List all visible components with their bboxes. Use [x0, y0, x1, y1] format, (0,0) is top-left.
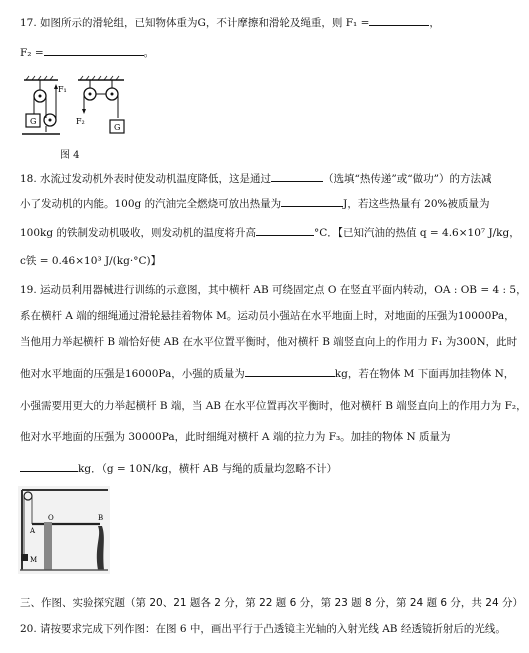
label-o: O [48, 514, 54, 522]
label-m: M [30, 556, 38, 564]
weight-m [21, 554, 28, 561]
q17-line2 [20, 44, 154, 60]
q17-blank-f1[interactable] [369, 14, 429, 26]
q19-line5: 小强需要用更大的力举起横杆 B 端，当 AB 在水平位置再次平衡时，他对横杆 B 端竖直向上的作用力为 F₂， [20, 400, 527, 412]
q19-line3: 当他用力举起横杆 B 端恰好使 AB 在水平位置平衡时，他对横杆 B 端竖直向上的作用力 F₁ 为300N，此时 [20, 336, 518, 348]
q19-line4 [20, 365, 514, 381]
q19-text-7a: kg．（g = 10N/kg，横杆 AB 与绳的质量均忽略不计） [78, 463, 338, 475]
q17-blank-f2[interactable] [44, 44, 144, 56]
label-f1: F₁ [58, 85, 67, 94]
q18-text-3a: 100kg 的铁制发动机吸收，则发动机的温度将升高 [20, 227, 256, 239]
q19-blank-n-mass[interactable] [20, 460, 78, 472]
q18-blank-method[interactable] [271, 170, 323, 182]
q17-line1 [20, 14, 440, 30]
figure-lever-apparatus [18, 486, 110, 574]
label-a: A [30, 527, 36, 535]
q19-line2: 系在横杆 A 端的细绳通过滑轮悬挂着物体 M。运动员小强站在水平地面上时，对地面的压强为10000Pa， [20, 310, 515, 322]
q17-comma: ， [429, 17, 440, 29]
q19-line7 [20, 460, 337, 476]
q18-blank-temp[interactable] [256, 224, 314, 236]
q20-line1: 20. 请按要求完成下列作图：在图 6 中，画出平行于凸透镜主光轴的入射光线 AB 经透镜折射后的光线。 [20, 623, 506, 635]
label-b: B [98, 514, 104, 522]
q18-blank-heat[interactable] [281, 195, 343, 207]
label-g-left: G [30, 117, 37, 126]
arrow-f2 [82, 109, 86, 114]
q17-text: 17. 如图所示的滑轮组，已知物体重为G，不计摩擦和滑轮及绳重，则 F₁ = [20, 17, 370, 29]
q18-text-2a: 小了发动机的内能。100g 的汽油完全燃烧可放出热量为 [20, 198, 282, 210]
q19-text-4b: kg，若在物体 M 下面再加挂物体 N， [334, 368, 515, 380]
q18-line3 [20, 224, 520, 240]
figure-4-caption: 图 4 [60, 150, 80, 161]
q17-period: 。 [143, 47, 155, 59]
figure-4-pulleys [20, 74, 130, 144]
q18-text-3b: °C．【已知汽油的热值 q = 4.6×10⁷ J/kg， [313, 227, 520, 239]
label-f2: F₂ [76, 117, 85, 126]
q18-line2 [20, 195, 490, 211]
fulcrum-stand [44, 522, 52, 570]
q18-line4: c铁 = 0.46×10³ J/(kg·°C)】 [20, 255, 162, 267]
q19-blank-mass[interactable] [245, 365, 335, 377]
q17-f2-label: F₂ = [20, 47, 44, 59]
label-g-right: G [114, 123, 121, 132]
q18-text-1b: （选填“热传递”或“做功”）的方法减 [323, 173, 492, 185]
q19-text-4a: 他对水平地面的压强是16000Pa，小强的质量为 [20, 368, 245, 380]
q18-line1 [20, 170, 492, 186]
q18-text-2b: J，若这些热量有 20%被质量为 [343, 198, 490, 210]
section-3-heading: 三、作图、实验探究题（第 20、21 题各 2 分，第 22 题 6 分，第 23 题 8 分，第 24 题 6 分，共 24 分） [20, 597, 523, 609]
pulley-right-fixed-a-axle [89, 93, 92, 96]
pulley-right-fixed-b-axle [111, 93, 114, 96]
pulley-left-axle [39, 95, 42, 98]
q19-line6: 他对水平地面的压强为 30000Pa，此时细绳对横杆 A 端的拉力为 F₃。加挂的物体 N 质量为 [20, 431, 451, 443]
pulley-left-movable-axle [49, 119, 52, 122]
q19-line1: 19. 运动员利用器械进行训练的示意图，其中横杆 AB 可绕固定点 O 在竖直平面内转动，OA : OB = 4 : 5， [20, 284, 527, 296]
q18-text-1a: 18. 水流过发动机外表时使发动机温度降低，这是通过 [20, 173, 272, 185]
